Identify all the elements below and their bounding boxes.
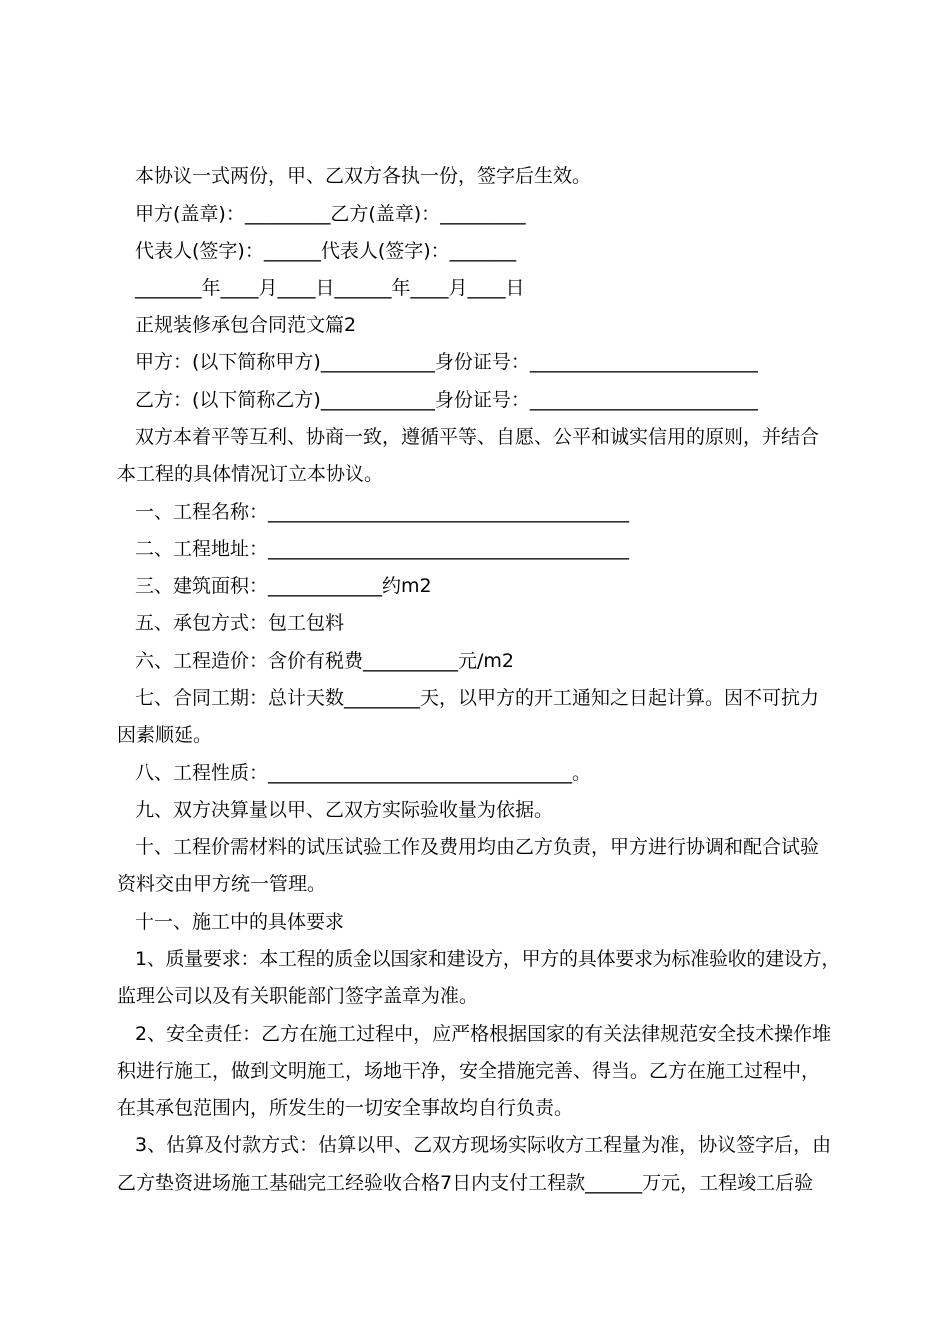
section-title: 正规装修承包合同范文篇2: [135, 314, 357, 336]
text-line: 八、工程性质：________________________________。: [135, 762, 592, 784]
text-line: 积进行施工，做到文明施工，场地干净，安全措施完善、得当。乙方在施工过程中，: [117, 1060, 821, 1082]
text-line: 乙方垫资进场施工基础完工经验收合格7日内支付工程款______万元，工程竣工后验: [117, 1172, 814, 1194]
text-line: 九、双方决算量以甲、乙双方实际验收量为依据。: [135, 799, 554, 821]
text-line: _______年____月____日______年____月____日: [135, 277, 525, 299]
text-line: 甲方：(以下简称甲方)____________身份证号：________________________: [135, 351, 758, 373]
text-line: 资料交由甲方统一管理。: [117, 873, 327, 895]
text-line: 五、承包方式：包工包料: [135, 612, 345, 634]
text-line: 代表人(签字)：______代表人(签字)：_______: [135, 240, 517, 262]
text-line: 因素顺延。: [117, 724, 213, 746]
text-line: 六、工程造价：含价有税费__________元/m2: [135, 650, 514, 672]
text-line: 2、安全责任：乙方在施工过程中，应严格根据国家的有关法律规范安全技术操作堆: [135, 1023, 832, 1045]
text-line: 一、工程名称：______________________________________: [135, 501, 630, 523]
text-line: 乙方：(以下简称乙方)____________身份证号：________________________: [135, 389, 758, 411]
text-line: 三、建筑面积：____________约m2: [135, 575, 432, 597]
text-line: 双方本着平等互利、协商一致，遵循平等、自愿、公平和诚实信用的原则，并结合: [135, 426, 820, 448]
text-line: 本协议一式两份，甲、乙双方各执一份，签字后生效。: [135, 165, 592, 187]
text-line: 本工程的具体情况订立本协议。: [117, 463, 384, 485]
text-line: 甲方(盖章)：_________乙方(盖章)：_________: [135, 203, 526, 225]
text-line: 1、质量要求：本工程的质金以国家和建设方，甲方的具体要求为标准验收的建设方，: [135, 948, 841, 970]
text-line: 二、工程地址：______________________________________: [135, 538, 630, 560]
text-line: 在其承包范围内，所发生的一切安全事故均自行负责。: [117, 1097, 574, 1119]
text-line: 十、工程价需材料的试压试验工作及费用均由乙方负责，甲方进行协调和配合试验: [135, 836, 820, 858]
text-line: 监理公司以及有关职能部门签字盖章为准。: [117, 985, 479, 1007]
text-line: 3、估算及付款方式：估算以甲、乙双方现场实际收方工程量为准，协议签字后，由: [135, 1134, 832, 1156]
text-line: 七、合同工期：总计天数________天，以甲方的开工通知之日起计算。因不可抗力: [135, 687, 820, 709]
text-line: 十一、施工中的具体要求: [135, 911, 345, 933]
